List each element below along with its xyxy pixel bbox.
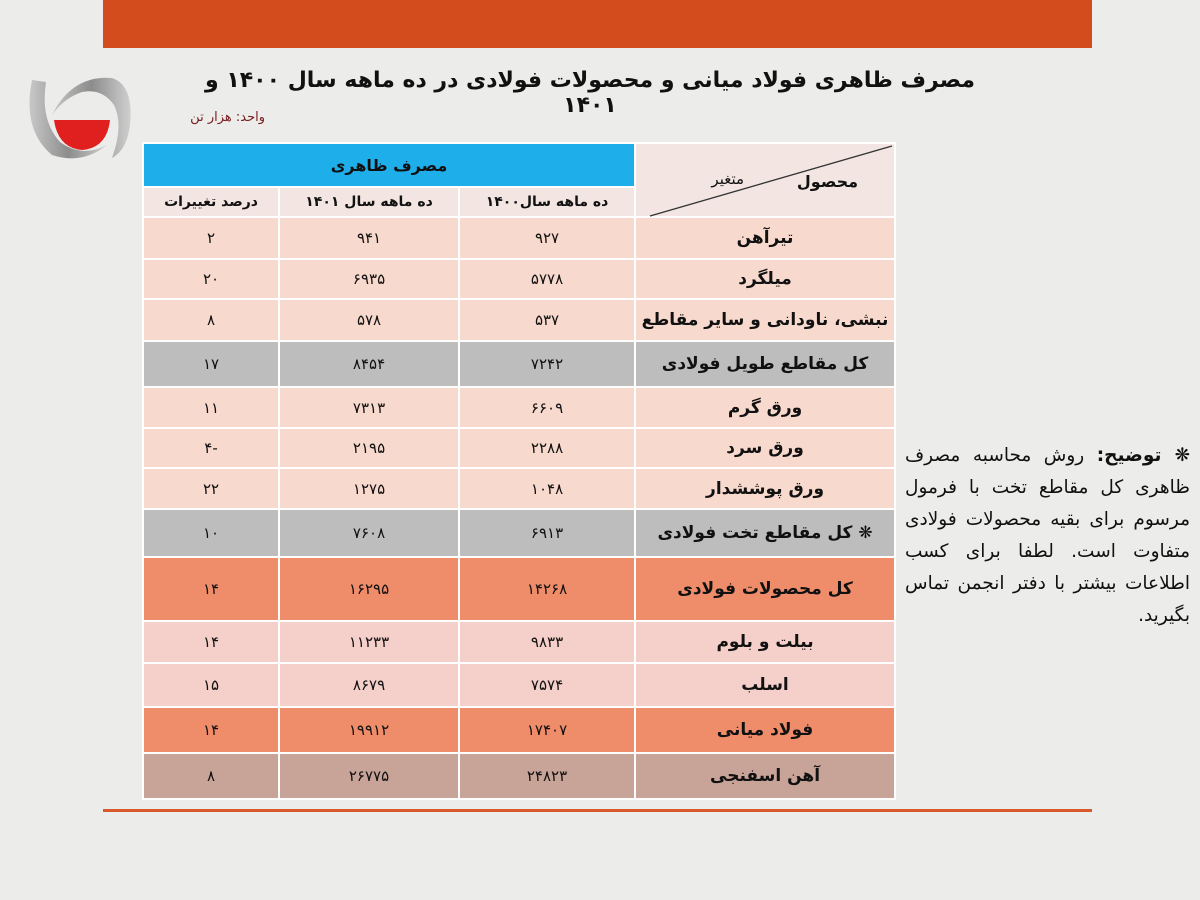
product-name-cell: ❋ کل مقاطع تخت فولادی bbox=[635, 509, 895, 557]
value-1401-cell: ۷۳۱۳ bbox=[279, 387, 459, 428]
change-percent-cell: ۱۴ bbox=[143, 707, 279, 753]
change-percent-cell: ۱۴ bbox=[143, 557, 279, 621]
value-1400-cell: ۵۷۷۸ bbox=[459, 259, 635, 299]
table-row bbox=[143, 663, 895, 707]
association-logo bbox=[22, 70, 134, 162]
table-row bbox=[143, 707, 895, 753]
change-percent-cell: ۱۱ bbox=[143, 387, 279, 428]
change-percent-cell: ۱۵ bbox=[143, 663, 279, 707]
table-row bbox=[143, 341, 895, 387]
product-name-cell: کل محصولات فولادی bbox=[635, 557, 895, 621]
value-1400-cell: ۱۴۲۶۸ bbox=[459, 557, 635, 621]
value-1400-cell: ۱۰۴۸ bbox=[459, 468, 635, 509]
corner-header-cell bbox=[635, 143, 895, 217]
value-1400-cell: ۹۸۳۳ bbox=[459, 621, 635, 663]
product-name-cell: نبشی، ناودانی و سایر مقاطع bbox=[635, 299, 895, 341]
product-name-cell: ورق پوششدار bbox=[635, 468, 895, 509]
change-percent-cell: ۱۷ bbox=[143, 341, 279, 387]
product-name-cell: بیلت و بلوم bbox=[635, 621, 895, 663]
change-percent-cell: ۸ bbox=[143, 299, 279, 341]
col-header-change: درصد تغییرات bbox=[143, 187, 279, 217]
table-row bbox=[143, 509, 895, 557]
product-name-cell: ورق گرم bbox=[635, 387, 895, 428]
value-1401-cell: ۸۴۵۴ bbox=[279, 341, 459, 387]
explanation-note bbox=[905, 440, 1190, 632]
value-1400-cell: ۶۶۰۹ bbox=[459, 387, 635, 428]
value-1401-cell: ۱۶۲۹۵ bbox=[279, 557, 459, 621]
col-header-1401: ده ماهه سال ۱۴۰۱ bbox=[279, 187, 459, 217]
table-row bbox=[143, 299, 895, 341]
product-name-cell: میلگرد bbox=[635, 259, 895, 299]
product-name-cell: ورق سرد bbox=[635, 428, 895, 468]
page-title: مصرف ظاهری فولاد میانی و محصولات فولادی در ده ماهه سال ۱۴۰۰ و ۱۴۰۱ bbox=[204, 68, 976, 118]
corner-product-label: محصول bbox=[796, 172, 859, 191]
table-row bbox=[143, 428, 895, 468]
value-1401-cell: ۵۷۸ bbox=[279, 299, 459, 341]
corner-variable-label: متغیر bbox=[711, 170, 745, 188]
value-1400-cell: ۲۲۸۸ bbox=[459, 428, 635, 468]
value-1401-cell: ۹۴۱ bbox=[279, 217, 459, 259]
change-percent-cell: ۲ bbox=[143, 217, 279, 259]
product-name-cell: فولاد میانی bbox=[635, 707, 895, 753]
value-1401-cell: ۱۲۷۵ bbox=[279, 468, 459, 509]
value-1400-cell: ۶۹۱۳ bbox=[459, 509, 635, 557]
unit-label: واحد: هزار تن bbox=[190, 110, 265, 125]
table-row bbox=[143, 621, 895, 663]
value-1400-cell: ۷۵۷۴ bbox=[459, 663, 635, 707]
product-name-cell: تیرآهن bbox=[635, 217, 895, 259]
value-1401-cell: ۱۱۲۳۳ bbox=[279, 621, 459, 663]
bottom-divider bbox=[103, 809, 1092, 812]
change-percent-cell: ۸ bbox=[143, 753, 279, 799]
change-percent-cell: ۱۴ bbox=[143, 621, 279, 663]
group-header: مصرف ظاهری bbox=[143, 143, 635, 187]
change-percent-cell: -۴ bbox=[143, 428, 279, 468]
product-name-cell: آهن اسفنجی bbox=[635, 753, 895, 799]
change-percent-cell: ۲۰ bbox=[143, 259, 279, 299]
value-1401-cell: ۱۹۹۱۲ bbox=[279, 707, 459, 753]
value-1401-cell: ۲۶۷۷۵ bbox=[279, 753, 459, 799]
value-1400-cell: ۱۷۴۰۷ bbox=[459, 707, 635, 753]
consumption-table bbox=[142, 142, 896, 800]
table-row bbox=[143, 217, 895, 259]
top-banner bbox=[103, 0, 1092, 48]
value-1400-cell: ۲۴۸۲۳ bbox=[459, 753, 635, 799]
value-1400-cell: ۹۲۷ bbox=[459, 217, 635, 259]
change-percent-cell: ۲۲ bbox=[143, 468, 279, 509]
product-name-cell: اسلب bbox=[635, 663, 895, 707]
table-row bbox=[143, 468, 895, 509]
note-text: روش محاسبه مصرف ظاهری کل مقاطع تخت با فرمول مرسوم برای بقیه محصولات فولادی متفاوت است. لطفا برای کسب اطلاعات بیشتر با دفتر انجمن تماس بگیرید. bbox=[905, 445, 1190, 626]
table-row bbox=[143, 387, 895, 428]
table-row bbox=[143, 259, 895, 299]
value-1400-cell: ۷۲۴۲ bbox=[459, 341, 635, 387]
value-1401-cell: ۷۶۰۸ bbox=[279, 509, 459, 557]
table-row bbox=[143, 557, 895, 621]
value-1401-cell: ۶۹۳۵ bbox=[279, 259, 459, 299]
product-name-cell: کل مقاطع طویل فولادی bbox=[635, 341, 895, 387]
value-1401-cell: ۲۱۹۵ bbox=[279, 428, 459, 468]
table-row bbox=[143, 753, 895, 799]
note-label: ❋ توضیح: bbox=[1096, 445, 1190, 466]
col-header-1400: ده ماهه سال۱۴۰۰ bbox=[459, 187, 635, 217]
value-1401-cell: ۸۶۷۹ bbox=[279, 663, 459, 707]
change-percent-cell: ۱۰ bbox=[143, 509, 279, 557]
value-1400-cell: ۵۳۷ bbox=[459, 299, 635, 341]
